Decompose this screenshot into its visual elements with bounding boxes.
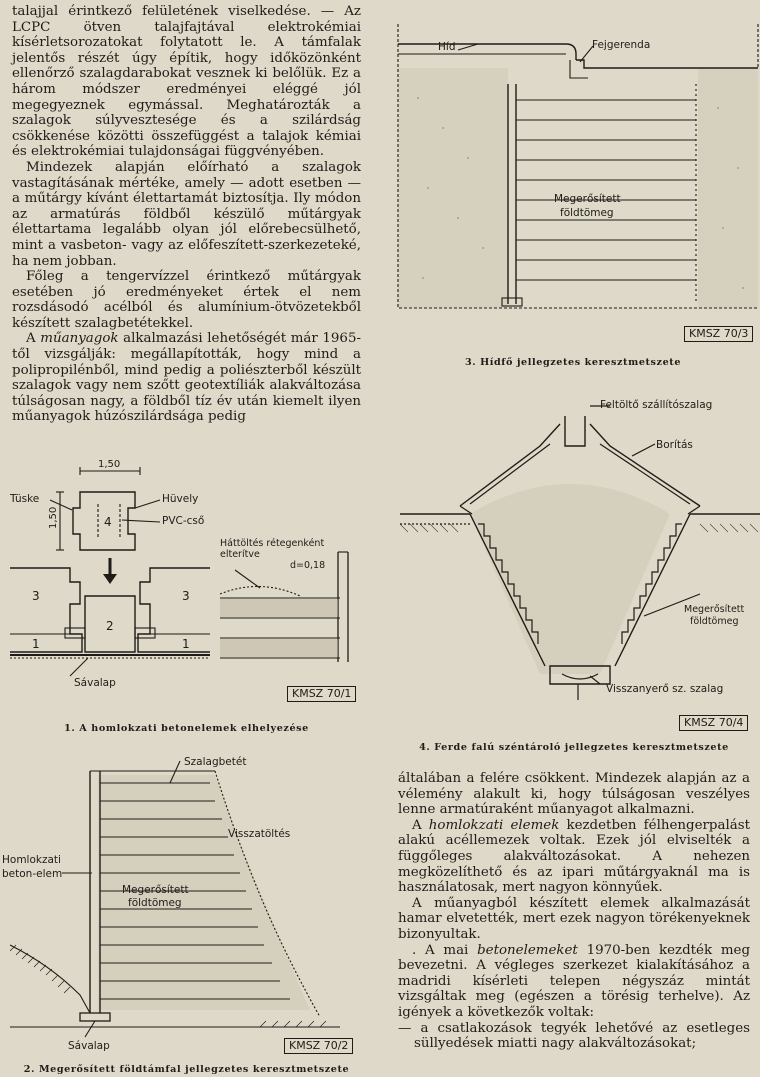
fig2-foldtomeg: földtömeg	[128, 897, 182, 909]
paragraph: — a csatlakozások tegyék lehetővé az esetleges süllyedések miatti nagy alakváltozásokat;	[398, 1020, 750, 1052]
paragraph: Főleg a tengervízzel érintkező műtárgyak esetében jó eredményeket értek el nem rozsdásodó acélból és alumínium-ötvözetekből készített szalagbetétekkel.	[12, 269, 361, 331]
fig1-n2: 2	[106, 619, 114, 633]
fig1-code: KMSZ 70/1	[287, 686, 356, 702]
fig2-betonelem: beton-elem	[2, 868, 63, 880]
fig1-huvely: Hüvely	[162, 493, 199, 505]
fig1-n3b: 3	[182, 589, 190, 603]
fig1-n1b: 1	[182, 637, 190, 651]
fig2-caption: 2. Megerősített földtámfal jellegzetes keresztmetszete	[23, 1064, 350, 1075]
paragraph: . A mai betonelemeket 1970-ben kezdték meg bevezetni. A végleges szerkezet kialakításához a madridi kísérleti telepen négyszáz mintát vizsgáltak meg (egészen a törésig terhelve). Az igények a következők voltak:	[398, 942, 751, 1020]
figure-4-diagram	[400, 384, 760, 714]
fig3-caption: 3. Hídfő jellegzetes keresztmetszete	[464, 357, 682, 368]
fig1-elteritve: elterítve	[220, 549, 260, 560]
fig4-boritas: Borítás	[656, 439, 693, 451]
figure-3-diagram	[398, 8, 758, 338]
fig4-megerositett: Megerősített	[684, 604, 745, 615]
right-text-column	[398, 771, 750, 1052]
fig3-fejgerenda: Fejgerenda	[592, 39, 651, 51]
fig4-visszanyero: Visszanyerő sz. szalag	[606, 683, 724, 695]
fig2-visszatoltes: Visszatöltés	[228, 828, 291, 840]
fig4-caption: 4. Ferde falú széntároló jellegzetes keresztmetszete	[419, 742, 729, 753]
fig3-hid: Híd	[438, 41, 456, 53]
fig2-savalap: Sávalap	[68, 1040, 110, 1052]
paragraph: általában a felére csökkent. Mindezek alapján az a vélemény alakult ki, hogy túlságosan veszélyes lenne armatúraként műanyagot alkalmazni.	[398, 771, 750, 818]
fig2-code: KMSZ 70/2	[284, 1038, 353, 1054]
paragraph: A műanyagból készített elemek alkalmazását hamar elvetették, mert ezek nagyon törékenyeknek bizonyultak.	[398, 895, 750, 942]
paragraph: Mindezek alapján előírható a szalagok vastagításának mértéke, amely — adott esetben — a műtárgy kívánt élettartamát biztosítja. Ily módon az armatúrás földből készülő műtárgyak élettartama legalább olyan jól előrebecsülhető, mint a vasbeton- vagy az előfeszített-szerkezeteké, ha nem jobban.	[12, 159, 361, 269]
fig4-foldtomeg: földtömeg	[690, 616, 739, 627]
fig3-megerositett: Megerősített	[554, 193, 621, 205]
left-text-column	[12, 4, 361, 425]
fig1-dim-top: 1,50	[98, 459, 121, 470]
fig4-feltolto: Feltöltő szállítószalag	[600, 399, 713, 411]
paragraph: A homlokzati elemek kezdetben félhengerpalást alakú acéllemezek voltak. Ezek jól elviselték a függőleges alakváltozásokat. A nehezen megközelíthető és az ipari műtárgyaknál ma is használatosak, mert nagyon könnyűek.	[398, 817, 750, 896]
fig2-megerositett: Megerősített	[122, 884, 189, 896]
paragraph: A műanyagok alkalmazási lehetőségét már 1965-től vizsgálják: megállapították, hogy mind a polipropilénből, mind pedig a poliészterből készült szalagok vagy nem szőtt geotextíliák alakváltozása túlságosan nagy, a földből tíz év után kiemelt ilyen műanyagok húzószilárdsága pedig	[12, 331, 361, 425]
fig1-pvc: PVC-cső	[162, 515, 205, 527]
fig1-n4: 4	[104, 515, 112, 529]
fig1-d: d=0,18	[290, 560, 326, 571]
fig1-dim-side: 1,50	[48, 506, 59, 529]
fig1-savalap: Sávalap	[74, 677, 116, 689]
figure-1-diagram	[10, 458, 360, 708]
fig1-hattoltes: Háttöltés rétegenként	[220, 538, 325, 549]
fig3-foldtomeg: földtömeg	[560, 207, 614, 219]
fig1-tuske: Tüske	[10, 493, 40, 505]
fig3-code: KMSZ 70/3	[684, 326, 753, 342]
fig1-n3: 3	[32, 589, 40, 603]
figure-2-diagram	[2, 755, 360, 1055]
fig2-homlokzati: Homlokzati	[2, 854, 61, 866]
paragraph: talajjal érintkező felületének viselkedése. — Az LCPC ötven talajfajtával elektrokémiai kísérletsorozatokat folytatott le. A támfalak jelentős részét úgy építik, hogy időközönként ellenőrző szalagdarabokat vesznek ki belőlük. Ez a három módszer eredményei eléggé jól megegyeznek egymással. Meghatározták a szalagok súlyvesztesége és a szilárdság csökkenése közötti összefüggést a talajok kémiai és elektrokémiai tulajdonságai függvényében.	[12, 4, 361, 160]
fig2-szalagbetet: Szalagbetét	[184, 756, 247, 768]
fig4-code: KMSZ 70/4	[679, 715, 748, 731]
fig1-n1a: 1	[32, 637, 40, 651]
fig1-caption: 1. A homlokzati betonelemek elhelyezése	[64, 723, 309, 734]
